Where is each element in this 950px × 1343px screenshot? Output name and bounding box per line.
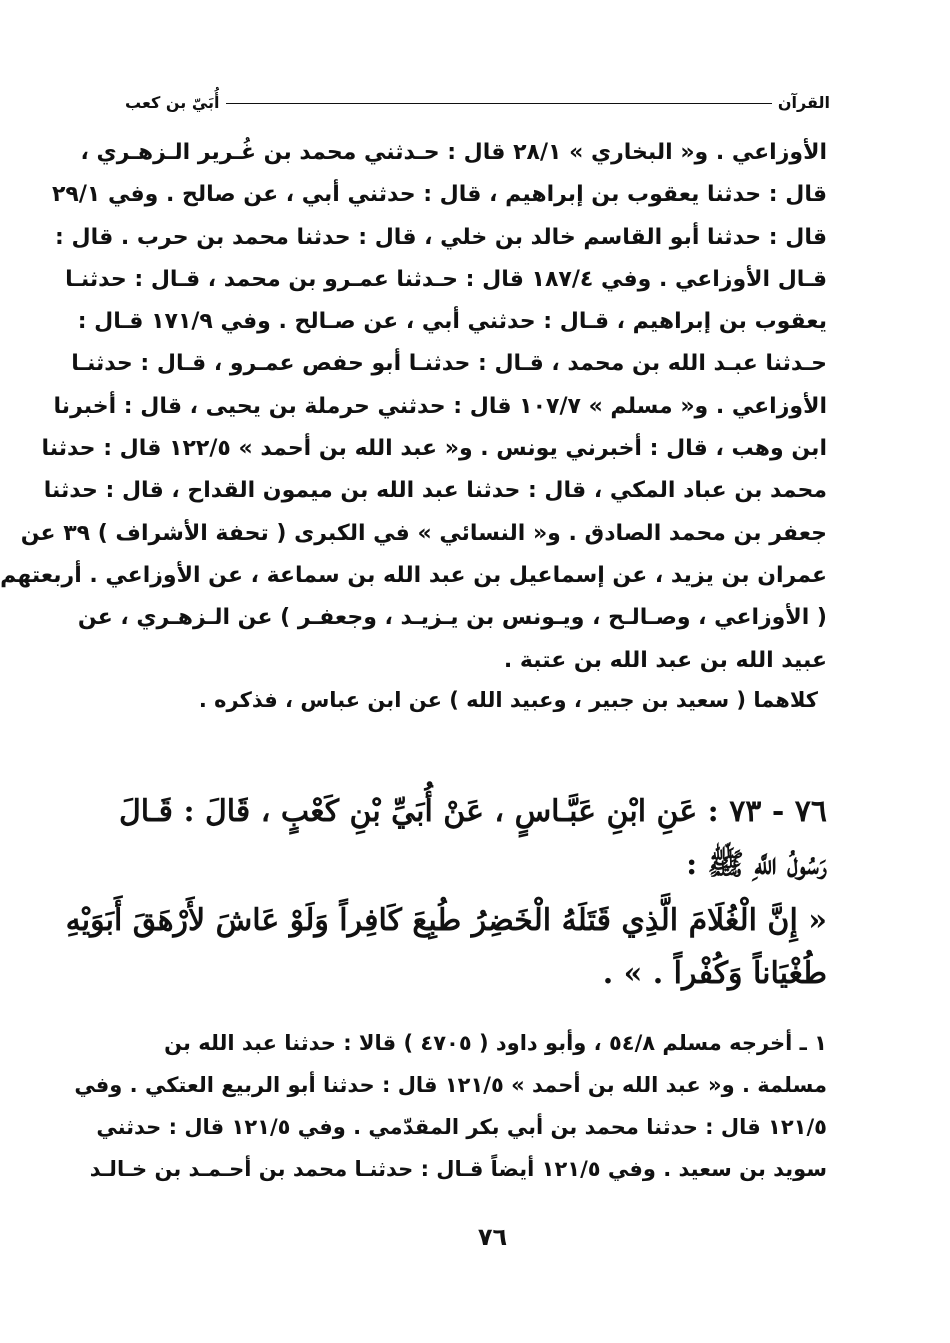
hadith-heading-line: ٧٦ - ٧٣ : عَنِ ابْنِ عَبَّـاسٍ ، عَنْ أُبَيِّ بْنِ كَعْبٍ ، قَالَ : قَـالَ bbox=[118, 794, 827, 829]
main-text-line: حـدثنا عبـد الله بن محمد ، قـال : حدثنـا أبو حفص عمـرو ، قـال : حدثنـا bbox=[71, 351, 827, 377]
hadith-text-line: « إِنَّ الْغُلَامَ الَّذِي قَتَلَهُ الْخَضِرُ طُبِعَ كَافِراً وَلَوْ عَاشَ لأَرْهَقَ أَبَوَيْهِ bbox=[65, 903, 827, 938]
main-text-line: جعفر بن محمد الصادق . و« النسائي » في الكبرى ( تحفة الأشراف ) ٣٩ عن bbox=[20, 520, 827, 546]
footnote bbox=[74, 1022, 827, 1190]
hadith-heading-line: رَسُولُ اللَّهِ ﷺ : bbox=[686, 847, 827, 882]
main-text-line: عمران بن يزيد ، عن إسماعيل بن عبد الله بن سماعة ، عن الأوزاعي . أربعتهم bbox=[0, 562, 827, 588]
header-chapter: القرآن bbox=[777, 93, 830, 112]
hadith-text bbox=[65, 893, 827, 999]
main-text-line: قـال الأوزاعي . وفي ١٨٧/٤ قال : حـدثنا عمـرو بن محمد ، قـال : حدثنـا bbox=[65, 266, 827, 292]
main-text-line: الأوزاعي . و« البخاري » ٢٨/١ قال : حـدثني محمد بن غُـرير الـزهـري ، bbox=[80, 140, 827, 165]
header-rule bbox=[226, 103, 772, 104]
header-section: أُبَيّ بن كعب bbox=[125, 93, 220, 112]
main-text bbox=[0, 132, 827, 682]
main-text-line: محمد بن عباد المكي ، قال : حدثنا عبد الله بن ميمون القداح ، قال : حدثنا bbox=[43, 478, 827, 504]
page-number: ٧٦ bbox=[477, 1223, 508, 1251]
summary-line: كلاهما ( سعيد بن جبير ، وعبيد الله ) عن ابن عباس ، فذكره . bbox=[198, 688, 818, 712]
hadith-heading bbox=[118, 785, 827, 891]
running-header bbox=[125, 78, 830, 112]
main-text-line: ( الأوزاعي ، وصـالـح ، ويـونس بن يـزيـد ، وجعفـر ) عن الـزهـري ، عن bbox=[77, 605, 827, 631]
footnote-line: سويد بن سعيد . وفي ١٢١/٥ أيضاً قـال : حدثنـا محمد بن أحـمـد بن خـالـد bbox=[89, 1157, 827, 1181]
main-text-line: قال : حدثنا أبو القاسم خالد بن خلي ، قال : حدثنا محمد بن حرب . قال : bbox=[55, 224, 827, 250]
footnote-line: ١٢١/٥ قال : حدثنا محمد بن أبي بكر المقدّمي . وفي ١٢١/٥ قال : حدثني bbox=[96, 1115, 827, 1139]
hadith-text-line: طُغْيَاناً وَكُفْراً . » . bbox=[602, 956, 827, 991]
main-text-line: الأوزاعي . و« مسلم » ١٠٧/٧ قال : حدثني حرملة بن يحيى ، قال : أخبرنا bbox=[53, 393, 827, 419]
main-text-line: يعقوب بن إبراهيم ، قـال : حدثني أبي ، عن صـالح . وفي ١٧١/٩ قـال : bbox=[77, 309, 827, 335]
main-text-line: عبيد الله بن عبد الله بن عتبة . bbox=[503, 647, 827, 673]
main-text-line: ابن وهب ، قال : أخبرني يونس . و« عبد الله بن أحمد » ١٢٢/٥ قال : حدثنا bbox=[41, 436, 827, 462]
main-text-line: قال : حدثنا يعقوب بن إبراهيم ، قال : حدثني أبي ، عن صالح . وفي ٢٩/١ bbox=[51, 182, 827, 208]
footnote-line: مسلمة . و« عبد الله بن أحمد » ١٢١/٥ قال : حدثنا أبو الربيع العتكي . وفي bbox=[74, 1073, 827, 1097]
footnote-line: ١ ـ أخرجه مسلم ٥٤/٨ ، وأبو داود ( ٤٧٠٥ ) قالا : حدثنا عبد الله بن bbox=[164, 1031, 827, 1055]
